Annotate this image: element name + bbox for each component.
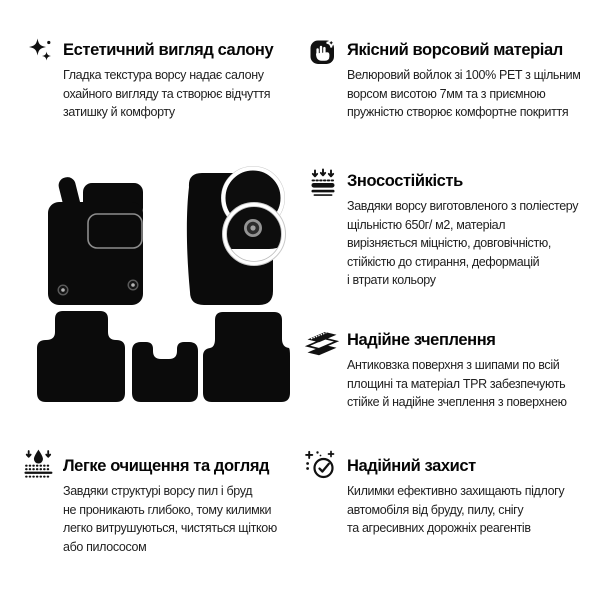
desc-line: Завдяки ворсу виготовленого з поліестеру <box>347 199 579 213</box>
desc-line: не проникають глибоко, тому килимки <box>63 502 272 517</box>
rear-middle-mat <box>132 342 198 402</box>
desc-line: ворсом висотою 7мм та з приємною <box>347 86 546 101</box>
product-image <box>20 150 300 446</box>
desc-line: Антиковзка поверхня з шипами по всій <box>347 358 560 372</box>
desc-line: стійкістю до стирання, деформацій <box>347 254 540 269</box>
feature-description <box>304 356 598 412</box>
feature-reliable-protection <box>304 452 598 538</box>
fixing-clip <box>128 280 138 290</box>
feature-description <box>24 66 300 122</box>
feature-quality-material <box>304 36 598 122</box>
feature-title: Легке очищення та догляд <box>63 457 270 475</box>
desc-line: вирізняється міцністю, довговічністю, <box>347 236 551 250</box>
feature-wear-resistance <box>304 167 598 290</box>
check-circle-sparkles-icon <box>304 449 342 487</box>
desc-line: легко витрушуються, чистяться щіткою <box>63 521 277 535</box>
feature-description <box>304 197 598 290</box>
hand-touch-icon <box>308 36 346 74</box>
sparkles-icon <box>26 36 64 74</box>
desc-line: Завдяки структурі ворсу пил і бруд <box>63 484 253 498</box>
desc-line: Гладка текстура ворсу надає салону <box>63 68 264 82</box>
feature-title: Надійний захист <box>347 457 476 475</box>
desc-line: Велюровий войлок зі 100% PET з щільним <box>347 68 581 82</box>
anti-slip-layers-icon <box>304 329 342 367</box>
feature-title: Якісний ворсовий матеріал <box>347 41 563 59</box>
desc-line: автомобіля від бруду, пилу, снігу <box>347 502 524 517</box>
rear-right-mat <box>203 312 290 402</box>
heel-pad <box>88 214 142 248</box>
water-drop-clean-icon <box>22 448 60 486</box>
desc-line: площині та матеріал TPR забезпечують <box>347 376 566 391</box>
feature-easy-cleaning <box>24 452 300 556</box>
desc-line: Килимки ефективно захищають підлогу <box>347 484 565 498</box>
desc-line: затишку й комфорту <box>63 105 175 119</box>
feature-description <box>304 482 598 538</box>
fixing-clip <box>58 285 68 295</box>
desc-line: або пилососом <box>63 539 147 554</box>
feature-description <box>24 482 300 556</box>
desc-line: та агресивних дорожніх реагентів <box>347 521 531 535</box>
desc-line: охайного вигляду та створює відчуття <box>63 86 271 101</box>
rear-left-mat <box>37 311 125 402</box>
desc-line: щільністю 650г/ м2, матеріал <box>347 217 506 232</box>
pressure-wear-icon <box>308 168 346 206</box>
feature-reliable-grip <box>304 326 598 412</box>
feature-description <box>304 66 598 122</box>
feature-title: Зносостійкість <box>347 172 463 190</box>
desc-line: стійке й надійне зчеплення з поверхнею <box>347 395 567 409</box>
feature-aesthetic-look <box>24 36 300 122</box>
desc-line: пружністю створює комфортне покриття <box>347 105 569 119</box>
feature-title: Надійне зчеплення <box>347 331 496 349</box>
desc-line: і втрати кольору <box>347 273 436 287</box>
feature-title: Естетичний вигляд салону <box>63 41 274 59</box>
